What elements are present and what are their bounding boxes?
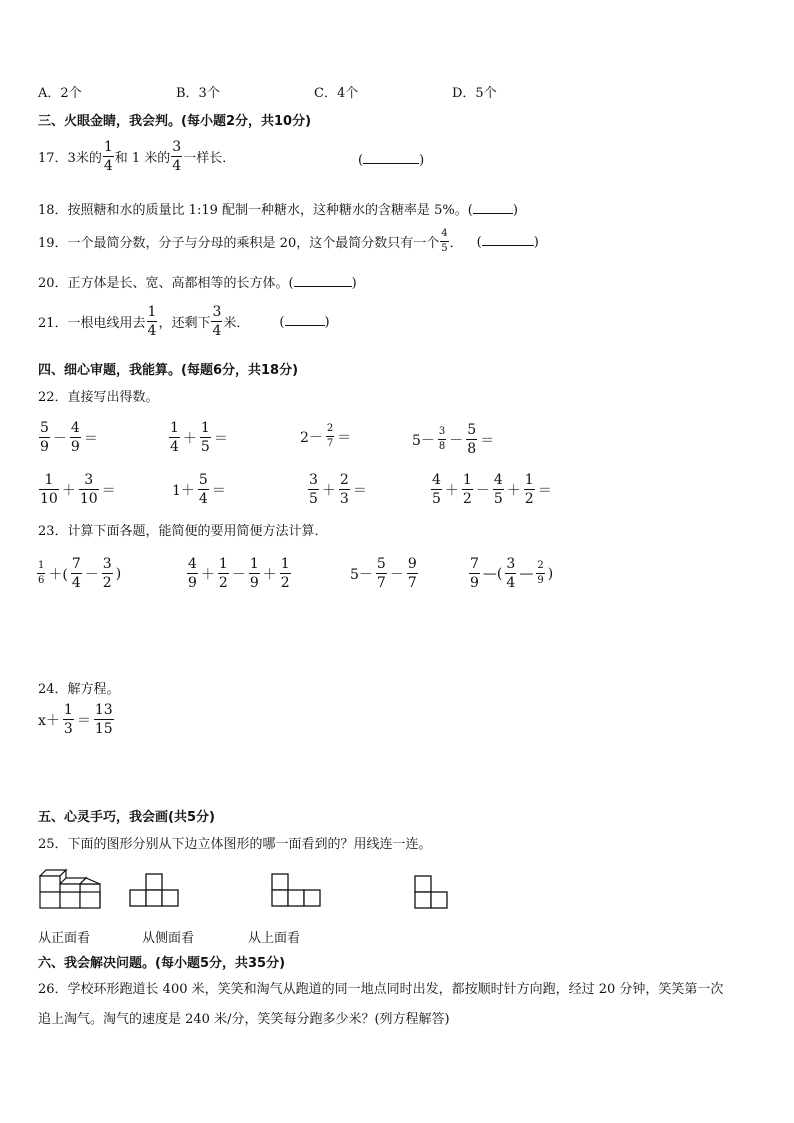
option-b: B．3个 <box>176 86 220 101</box>
q23-expr-3: 5－ 5 7 － 9 7 <box>350 556 417 591</box>
q22-expr-7: 3 5 ＋ 2 3 ＝ <box>309 472 367 507</box>
q22-expr-2: 1 4 ＋ 1 5 ＝ <box>170 420 228 455</box>
option-d: D．5个 <box>452 86 497 101</box>
answer-blank-19[interactable]: ( ) <box>476 235 539 250</box>
view-label-side: 从侧面看 <box>142 931 195 946</box>
question-26-line-1: 26．学校环形跑道长 400 米，笑笑和淘气从跑道的同一地点同时出发，都按顺时针方向跑，经过 20 分钟，笑笑第一次 <box>38 982 724 997</box>
answer-blank-20[interactable] <box>294 274 352 287</box>
section-3-heading: 三、火眼金睛，我会判。(每小题2分，共10分) <box>38 114 312 129</box>
answer-blank-21[interactable]: ( ) <box>279 315 330 330</box>
q22-expr-6: 1＋ 5 4 ＝ <box>172 472 226 507</box>
answer-blank-18[interactable] <box>473 201 513 214</box>
question-19: 19．一个最简分数，分子与分母的乘积是 20，这个最简分数只有一个 4 5 ． ( ) <box>38 228 539 254</box>
section-4-heading: 四、细心审题，我能算。(每题6分，共18分) <box>38 363 299 378</box>
section-5-heading: 五、心灵手巧，我会画(共5分) <box>38 810 215 825</box>
question-24-title: 24．解方程。 <box>38 682 120 697</box>
question-25-title: 25．下面的图形分别从下边立体图形的哪一面看到的？用线连一连。 <box>38 837 432 852</box>
answer-blank-17[interactable]: ( ) <box>358 153 425 168</box>
view-label-front: 从正面看 <box>38 931 91 946</box>
q23-expr-2: 4 9 ＋ 1 2 － 1 9 ＋ 1 2 <box>188 556 290 591</box>
q24-equation: x＋ 1 3 ＝ 13 15 <box>38 702 113 737</box>
question-18: 18．按照糖和水的质量比 1:19 配制一种糖水，这种糖水的含糖率是 5%。( ) <box>38 203 518 218</box>
question-21: 21．一根电线用去 1 4 ，还剩下 3 4 米． ( ) <box>38 304 330 339</box>
q22-expr-3: 2－ 2 7 ＝ <box>300 423 352 449</box>
question-20: 20．正方体是长、宽、高都相等的长方体。( ) <box>38 276 357 291</box>
view-shape-1 <box>128 872 182 908</box>
q23-expr-4: 7 9 —( 3 4 — 2 9 ) <box>470 556 554 591</box>
view-shape-3 <box>413 872 453 912</box>
solid-figure-3d <box>36 862 102 912</box>
view-label-top: 从上面看 <box>248 931 301 946</box>
question-22-title: 22．直接写出得数。 <box>38 390 159 405</box>
q22-expr-4: 5－ 3 8 － 5 8 ＝ <box>412 422 495 457</box>
option-a: A．2个 <box>38 86 82 101</box>
option-c: C．4个 <box>314 86 359 101</box>
q23-expr-1: 1 6 ＋( 7 4 － 3 2 ) <box>38 556 122 591</box>
question-23-title: 23．计算下面各题，能简便的要用简便方法计算． <box>38 524 328 539</box>
question-26-line-2: 追上淘气。淘气的速度是 240 米/分，笑笑每分跑多少米？(列方程解答) <box>38 1012 450 1027</box>
q22-expr-5: 1 10 ＋ 3 10 ＝ <box>40 472 116 507</box>
section-6-heading: 六、我会解决问题。(每小题5分，共35分) <box>38 956 286 971</box>
question-17: 17．3米的 1 4 和 1 米的 3 4 一样长． <box>38 139 236 174</box>
view-shape-2 <box>270 872 324 908</box>
q22-expr-1: 5 9 － 4 9 ＝ <box>40 420 98 455</box>
q22-expr-8: 4 5 ＋ 1 2 － 4 5 ＋ 1 2 ＝ <box>432 472 552 507</box>
